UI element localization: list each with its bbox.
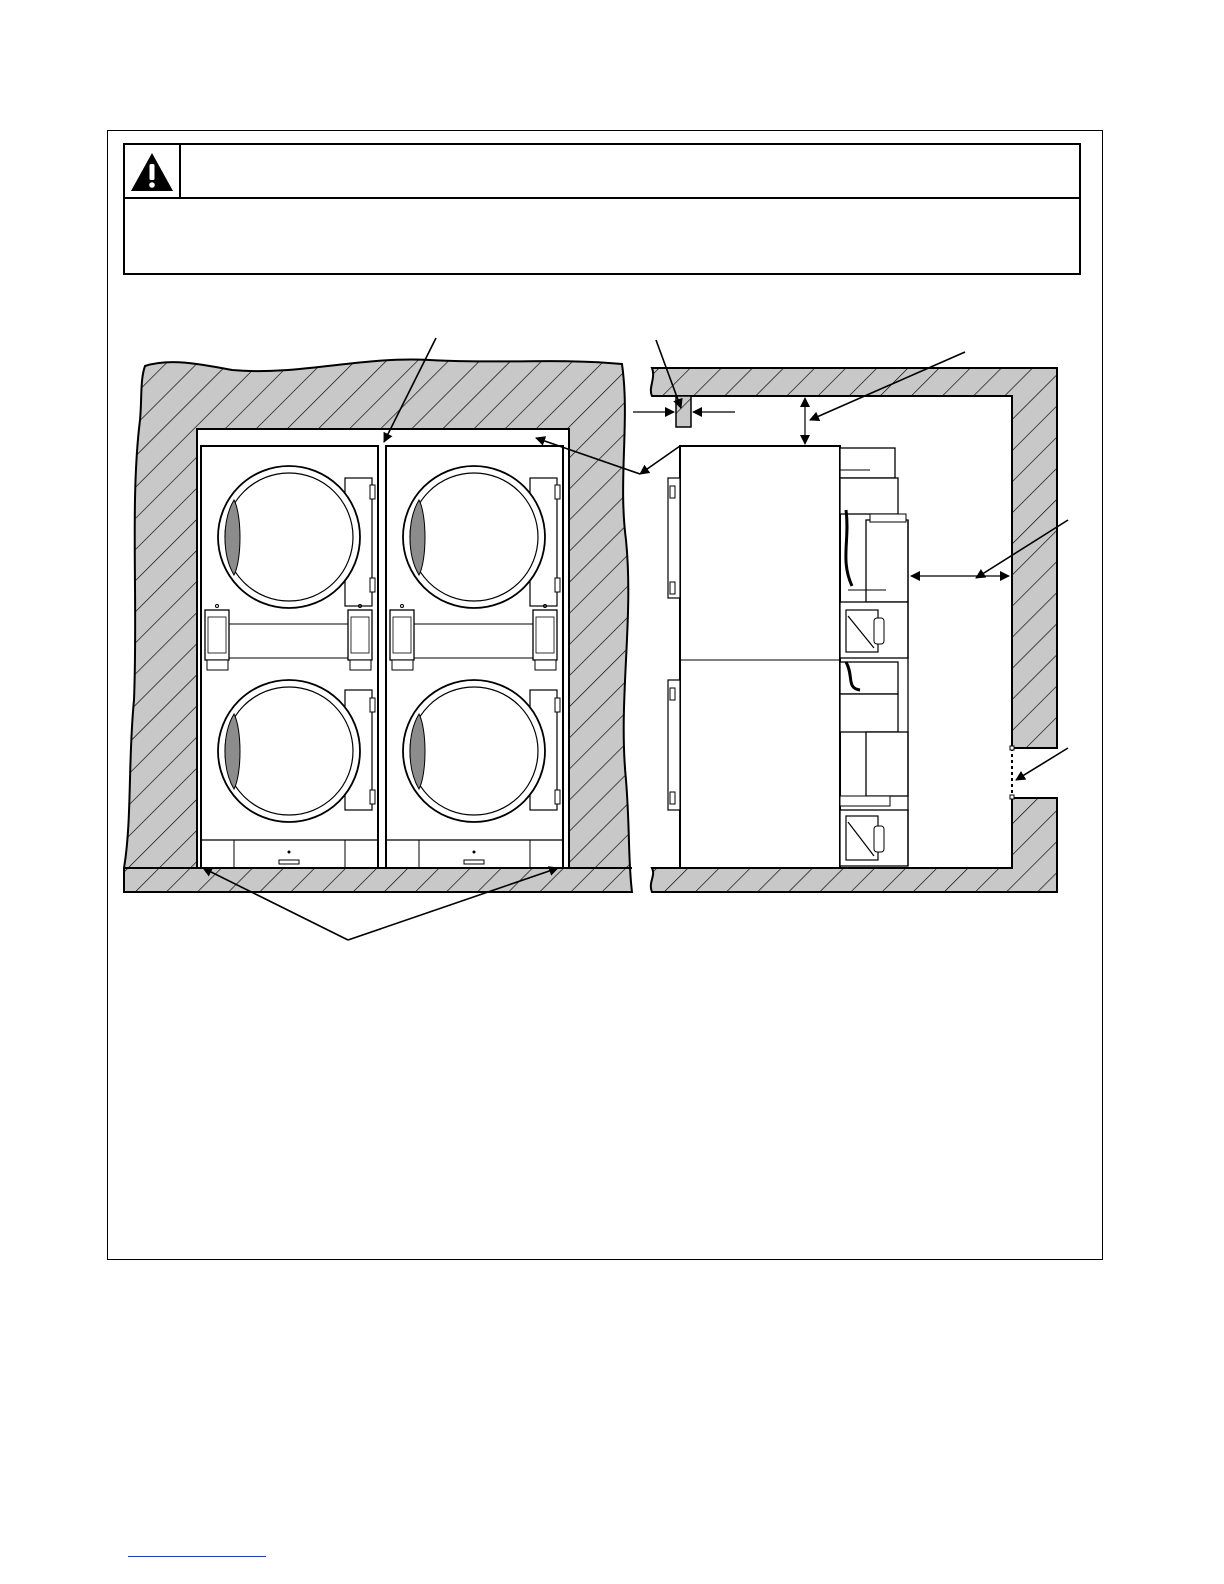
coin-meter-left-a xyxy=(205,605,229,671)
dryer-stack-left xyxy=(201,446,378,868)
callout-stack-to-side xyxy=(640,446,680,474)
front-view xyxy=(124,359,632,892)
coin-meter-right-a xyxy=(390,605,414,671)
dryer-stack-right xyxy=(386,446,563,868)
side-view xyxy=(633,368,1057,892)
callout-rear-wall-opening xyxy=(1016,748,1068,780)
coin-meter-left-b xyxy=(348,605,372,671)
footer-rule xyxy=(128,1556,266,1557)
rear-wall-opening xyxy=(1010,746,1014,799)
coin-meter-right-b xyxy=(533,605,557,671)
dryer-stack-side xyxy=(668,446,908,868)
